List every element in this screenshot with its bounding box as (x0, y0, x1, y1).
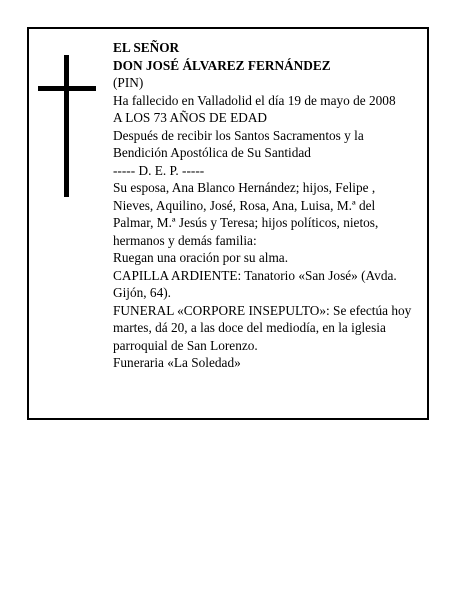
chapel-line-2: Gijón, 64). (113, 285, 171, 300)
chapel-line-1: CAPILLA ARDIENTE: Tanatorio «San José» (Avda. (113, 267, 397, 283)
deceased-name: DON JOSÉ ÁLVAREZ FERNÁNDEZ (113, 57, 331, 73)
nickname: (PIN) (113, 75, 144, 90)
age-line: A LOS 73 AÑOS DE EDAD (113, 110, 268, 125)
family-line-3: Palmar, M.ª Jesús y Teresa; hijos políticos, nietos, (113, 215, 379, 230)
funeral-home: Funeraria «La Soledad» (113, 355, 241, 370)
cross-icon (64, 55, 69, 197)
cross-icon-bar (38, 86, 96, 91)
family-line-4: hermanos y demás familia: (113, 232, 257, 248)
title-line-1: EL SEÑOR (113, 40, 180, 55)
rip-line: ----- D. E. P. ----- (113, 162, 205, 178)
family-line-1: Su esposa, Ana Blanco Hernández; hijos, Felipe , (113, 180, 376, 195)
funeral-line-3: parroquial de San Lorenzo. (113, 337, 258, 353)
funeral-line-1: FUNERAL «CORPORE INSEPULTO»: Se efectúa hoy (113, 302, 412, 318)
family-line-2: Nieves, Aquilino, José, Rosa, Ana, Luisa, M.ª del (113, 197, 376, 213)
sacraments-line-1: Después de recibir los Santos Sacramentos y la (113, 127, 364, 143)
death-line: Ha fallecido en Valladolid el día 19 de mayo de 2008 (113, 92, 396, 108)
obituary-text (113, 39, 425, 372)
sacraments-line-2: Bendición Apostólica de Su Santidad (113, 145, 311, 160)
prayer-line: Ruegan una oración por su alma. (113, 250, 289, 265)
funeral-line-2: martes, dá 20, a las doce del mediodía, en la iglesia (113, 320, 386, 335)
